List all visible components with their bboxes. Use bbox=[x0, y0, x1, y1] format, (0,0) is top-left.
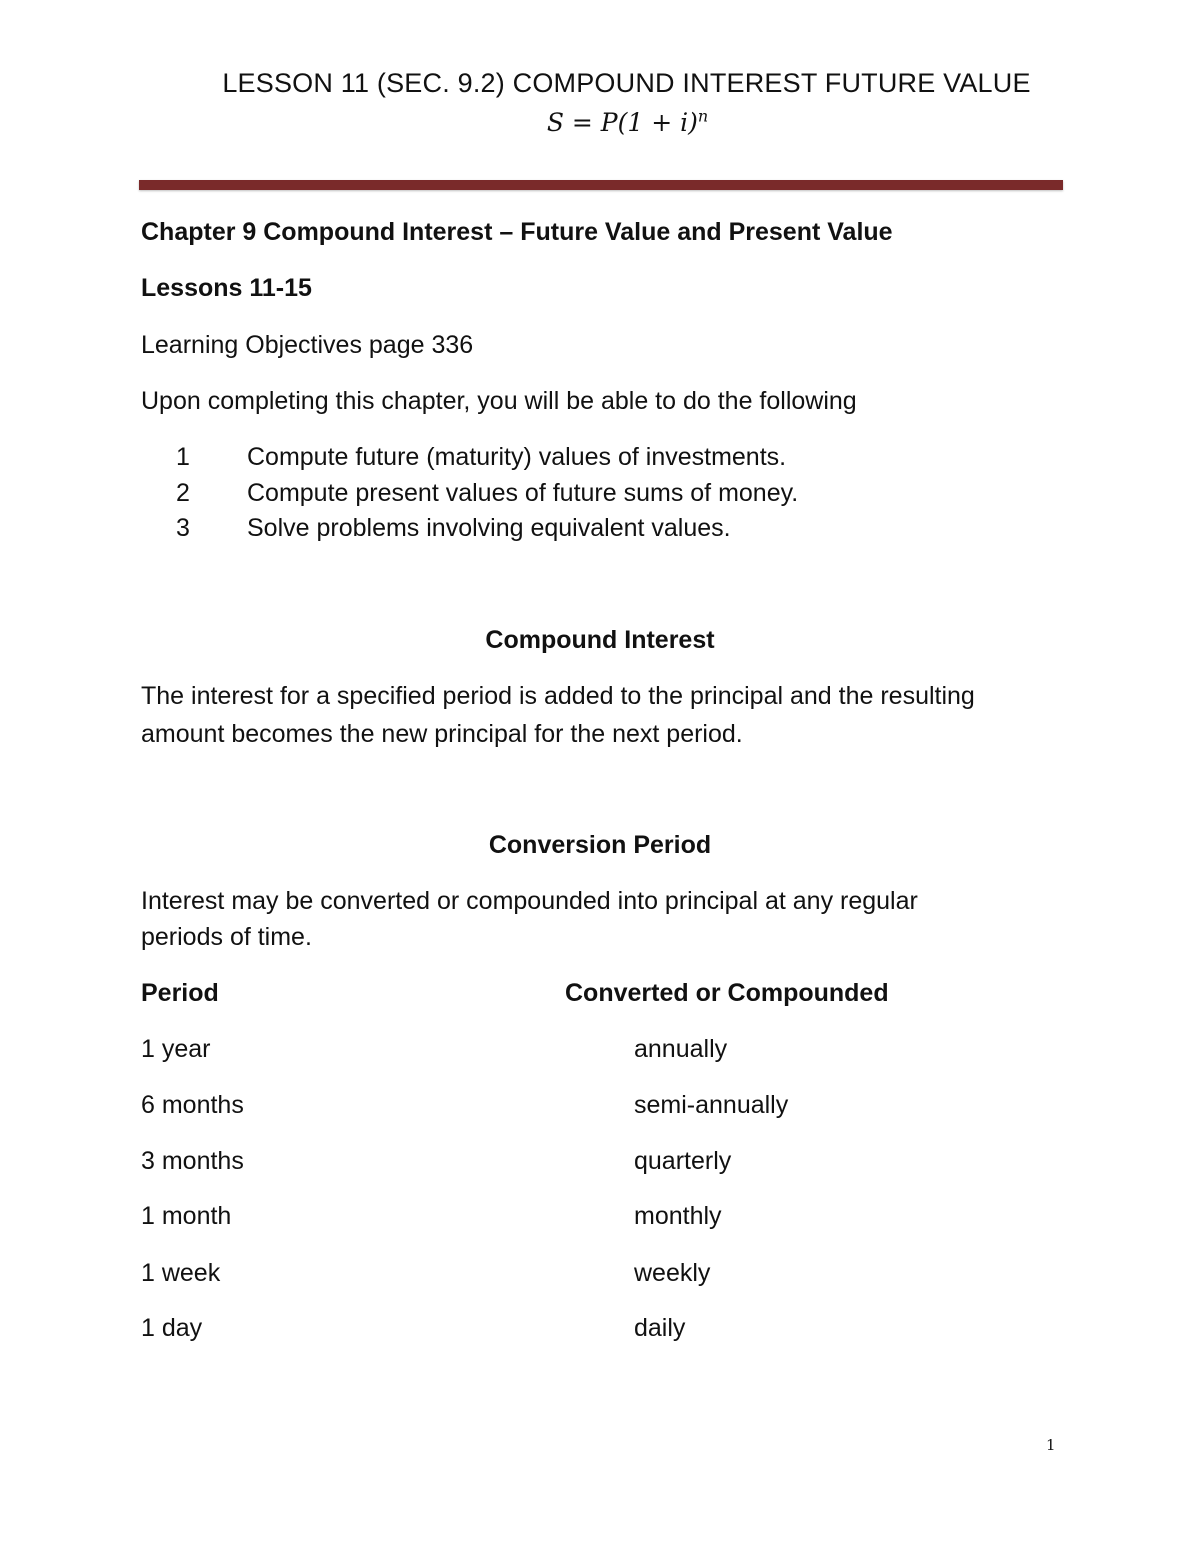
objective-text: Compute future (maturity) values of investments. bbox=[247, 443, 787, 471]
objective-text: Solve problems involving equivalent values. bbox=[247, 514, 731, 542]
objectives-intro: Upon completing this chapter, you will be able to do the following bbox=[141, 387, 857, 415]
objective-number: 3 bbox=[176, 514, 190, 542]
table-cell-period: 6 months bbox=[141, 1091, 244, 1119]
objective-text: Compute present values of future sums of money. bbox=[247, 479, 799, 507]
chapter-title: Chapter 9 Compound Interest – Future Value and Present Value bbox=[141, 218, 893, 246]
compound-interest-definition-line: The interest for a specified period is added to the principal and the resulting bbox=[141, 682, 975, 710]
table-header-period: Period bbox=[141, 979, 219, 1007]
compound-interest-heading: Compound Interest bbox=[485, 626, 715, 654]
future-value-formula bbox=[0, 108, 1200, 137]
table-cell-period: 1 week bbox=[141, 1259, 221, 1287]
table-cell-period: 1 year bbox=[141, 1035, 211, 1063]
table-cell-period: 3 months bbox=[141, 1147, 244, 1175]
table-cell-frequency: semi-annually bbox=[634, 1091, 789, 1119]
table-cell-period: 1 month bbox=[141, 1202, 232, 1230]
table-cell-frequency: weekly bbox=[634, 1259, 711, 1287]
header-divider bbox=[139, 180, 1063, 190]
table-cell-frequency: annually bbox=[634, 1035, 728, 1063]
table-cell-frequency: quarterly bbox=[634, 1147, 732, 1175]
objective-number: 1 bbox=[176, 443, 190, 471]
table-header-compounded: Converted or Compounded bbox=[565, 979, 889, 1007]
formula-base: S = P(1 + i) bbox=[546, 108, 698, 137]
page-number: 1 bbox=[1046, 1436, 1056, 1454]
conversion-period-definition-line: periods of time. bbox=[141, 923, 312, 951]
learning-objectives-ref: Learning Objectives page 336 bbox=[141, 331, 474, 359]
table-cell-period: 1 day bbox=[141, 1314, 203, 1342]
table-cell-frequency: monthly bbox=[634, 1202, 722, 1230]
table-cell-frequency: daily bbox=[634, 1314, 686, 1342]
objective-number: 2 bbox=[176, 479, 190, 507]
formula-exponent: n bbox=[697, 106, 709, 126]
conversion-period-heading: Conversion Period bbox=[488, 831, 712, 859]
compound-interest-definition-line: amount becomes the new principal for the next period. bbox=[141, 720, 743, 748]
lesson-title: LESSON 11 (SEC. 9.2) COMPOUND INTEREST FUTURE VALUE bbox=[222, 68, 1031, 98]
lessons-range: Lessons 11-15 bbox=[141, 274, 312, 302]
conversion-period-definition-line: Interest may be converted or compounded into principal at any regular bbox=[141, 887, 918, 915]
